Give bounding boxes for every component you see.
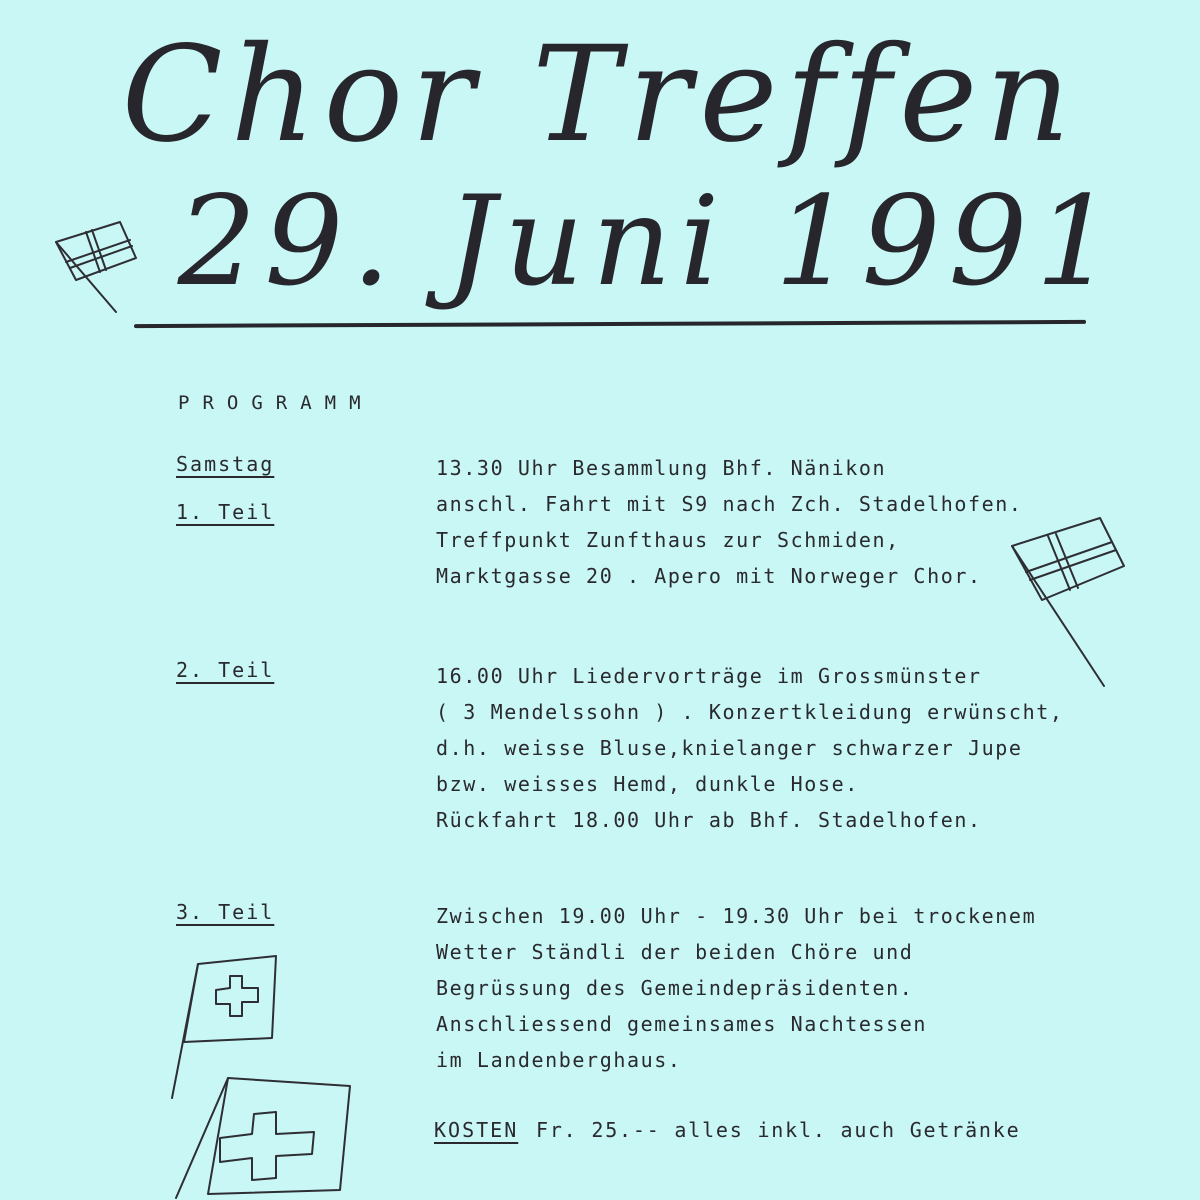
costs-label: KOSTEN <box>434 1118 519 1142</box>
title-underline <box>134 320 1086 328</box>
title-line-1: Chor Treffen <box>121 18 1079 172</box>
norwegian-flag-icon <box>52 218 142 318</box>
swiss-flag-icon <box>172 1074 358 1200</box>
part-2-text <box>436 658 1064 838</box>
part-1-label: 1. Teil <box>176 500 275 524</box>
part-1-text <box>436 450 1023 594</box>
text-line: 13.30 Uhr Besammlung Bhf. Nänikon <box>436 456 887 480</box>
title-line-2: 29. Juni 1991 <box>177 170 1123 314</box>
text-line: Marktgasse 20 . Apero mit Norweger Chor. <box>436 564 982 588</box>
text-line: 16.00 Uhr Liedervorträge im Grossmünster <box>436 664 982 688</box>
text-line: bzw. weisses Hemd, dunkle Hose. <box>436 772 859 796</box>
costs-text: Fr. 25.-- alles inkl. auch Getränke <box>536 1118 1021 1142</box>
text-line: Wetter Ständli der beiden Chöre und <box>436 940 914 964</box>
text-line: Rückfahrt 18.00 Uhr ab Bhf. Stadelhofen. <box>436 808 982 832</box>
text-line: Zwischen 19.00 Uhr - 19.30 Uhr bei trockenem <box>436 904 1037 928</box>
text-line: Treffpunkt Zunfthaus zur Schmiden, <box>436 528 900 552</box>
part-3-label: 3. Teil <box>176 900 275 924</box>
text-line: ( 3 Mendelssohn ) . Konzertkleidung erwünscht, <box>436 700 1064 724</box>
part-2-label: 2. Teil <box>176 658 275 682</box>
text-line: Begrüssung des Gemeindepräsidenten. <box>436 976 914 1000</box>
text-line: Anschliessend gemeinsames Nachtessen <box>436 1012 928 1036</box>
day-label: Samstag <box>176 452 275 476</box>
text-line: anschl. Fahrt mit S9 nach Zch. Stadelhofen. <box>436 492 1023 516</box>
text-line: im Landenberghaus. <box>436 1048 682 1072</box>
program-heading: PROGRAMM <box>178 392 374 414</box>
part-3-text <box>436 898 1036 1078</box>
text-line: d.h. weisse Bluse,knielanger schwarzer Jupe <box>436 736 1023 760</box>
